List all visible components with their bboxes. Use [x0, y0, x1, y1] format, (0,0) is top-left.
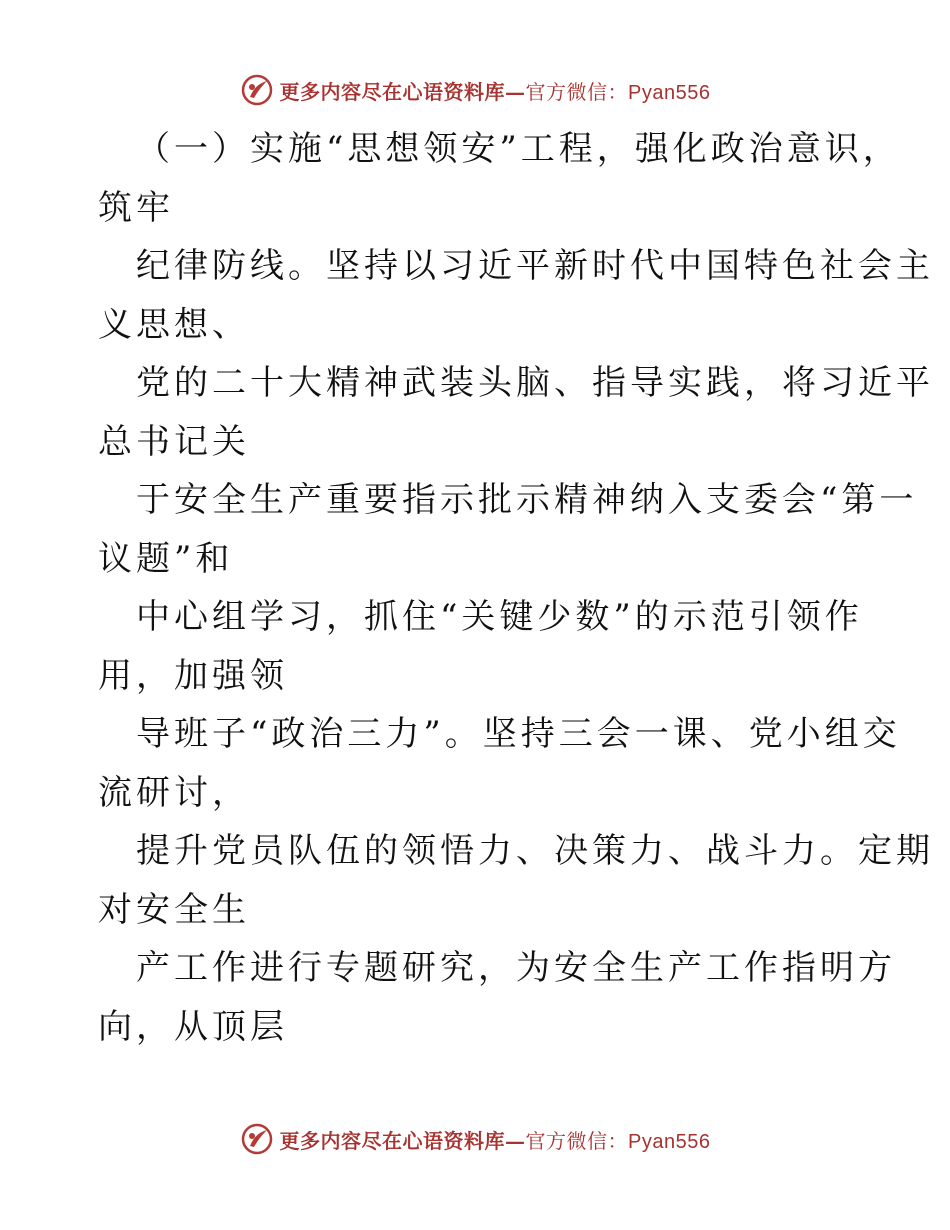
body-line: 纪律防线。坚持以习近平新时代中国特色社会主: [136, 246, 934, 286]
body-line: （一）实施“思想领安”工程，强化政治意识，: [136, 129, 901, 169]
footer-banner: [0, 1119, 950, 1159]
banner-wechat-id: Pyan556: [628, 1130, 711, 1153]
body-line: 总书记关: [98, 422, 250, 462]
body-line: 流研讨，: [98, 773, 250, 813]
body-line: 议题”和: [98, 539, 234, 579]
body-line: 于安全生产重要指示批示精神纳入支委会“第一: [136, 480, 918, 520]
body-line: 对安全生: [98, 890, 250, 930]
body-line: 提升党员队伍的领悟力、决策力、战斗力。定期: [136, 831, 934, 871]
banner-content: [240, 1122, 711, 1156]
body-line: 中心组学习，抓住“关键少数”的示范引领作: [136, 597, 863, 637]
body-line: 党的二十大精神武装头脑、指导实践，将习近平: [136, 363, 934, 403]
body-line: 产工作进行专题研究，为安全生产工作指明方: [136, 948, 896, 988]
logo-icon: [240, 1122, 274, 1156]
banner-separator: —: [505, 79, 526, 104]
banner-separator: —: [505, 1128, 526, 1153]
body-line: 义思想、: [98, 305, 250, 345]
body-line: 导班子“政治三力”。坚持三会一课、党小组交: [136, 714, 901, 754]
banner-wechat-label: 官方微信：: [525, 79, 629, 104]
body-line: 筑牢: [98, 188, 174, 228]
banner-wechat-id: Pyan556: [628, 81, 711, 104]
body-line: 向，从顶层: [98, 1007, 288, 1047]
banner-wechat-label: 官方微信：: [525, 1128, 629, 1153]
body-line: 用，加强领: [98, 656, 288, 696]
banner-main-text: 更多内容尽在心语资料库: [279, 79, 506, 104]
banner-main-text: 更多内容尽在心语资料库: [279, 1128, 506, 1153]
banner-text: [280, 1125, 711, 1154]
